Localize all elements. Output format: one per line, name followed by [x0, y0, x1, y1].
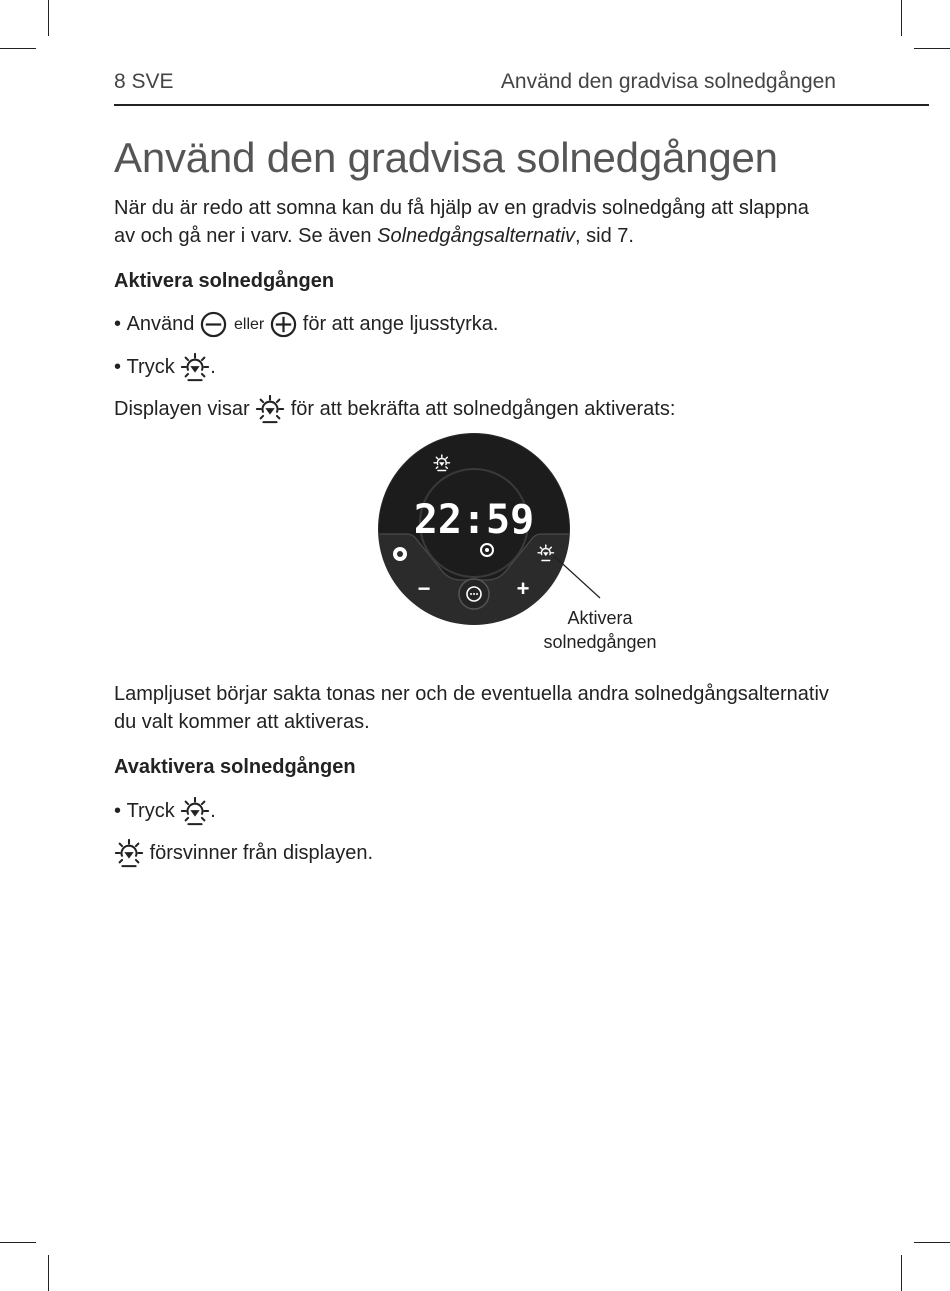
step-text: Tryck	[126, 799, 175, 822]
bell-icon	[393, 547, 407, 561]
crop-mark	[901, 1255, 902, 1291]
callout-line-1: Aktivera	[567, 608, 633, 628]
crop-mark	[914, 48, 950, 49]
center-dial-icon	[459, 579, 489, 609]
header-divider	[114, 104, 929, 106]
intro-text-end: , sid 7.	[575, 225, 634, 247]
callout-label	[530, 606, 670, 654]
minus-button-label: −	[417, 576, 431, 601]
bullet: •	[114, 355, 122, 378]
step-text: .	[210, 355, 216, 378]
bullet: •	[114, 313, 122, 335]
crop-mark	[0, 48, 36, 49]
activate-step-2	[114, 352, 216, 382]
after-paragraph: Lampljuset börjar sakta tonas ner och de eventuella andra solnedgångsalternativ du valt kommer att aktiveras.	[114, 683, 829, 733]
crop-mark	[901, 0, 902, 36]
crop-mark	[914, 1242, 950, 1243]
intro-text: När du är redo att somna kan du få hjälp av en gradvis solnedgång att slappna av och gå ner i varv. Se även	[114, 197, 809, 247]
deactivate-result	[114, 838, 373, 868]
sunset-icon	[255, 394, 285, 424]
step-text: för att ange ljusstyrka.	[302, 313, 499, 335]
sunset-icon	[114, 838, 144, 868]
minus-circle-icon	[200, 311, 227, 338]
crop-mark	[48, 0, 49, 36]
callout-line-2: solnedgången	[543, 632, 657, 652]
plus-button-label: +	[516, 576, 530, 601]
note-text: för att bekräfta att solnedgången aktiverats:	[290, 397, 676, 420]
deactivate-heading: Avaktivera solnedgången	[114, 756, 356, 778]
running-header: Använd den gradvisa solnedgången	[500, 70, 836, 93]
connector-text: eller	[233, 315, 265, 333]
step-text: Använd	[126, 313, 195, 335]
activate-heading: Aktivera solnedgången	[114, 270, 335, 292]
intro-paragraph	[114, 194, 834, 250]
note-text: Displayen visar	[114, 397, 250, 420]
sunset-icon	[180, 352, 210, 382]
page-label: 8 SVE	[114, 70, 174, 93]
result-text: försvinner från displayen.	[149, 841, 374, 864]
activate-step-1	[114, 311, 498, 338]
deactivate-step-1	[114, 796, 216, 826]
step-text: .	[210, 799, 216, 822]
display-note	[114, 394, 675, 424]
clock-time: 22:59	[413, 497, 535, 543]
bullet: •	[114, 799, 122, 822]
plus-circle-icon	[270, 311, 297, 338]
callout-leader	[540, 540, 620, 610]
crop-mark	[48, 1255, 49, 1291]
intro-reference: Solnedgångsalternativ	[377, 225, 576, 247]
sunset-icon	[180, 796, 210, 826]
crop-mark	[0, 1242, 36, 1243]
step-text: Tryck	[126, 355, 175, 378]
page-title: Använd den gradvisa solnedgången	[114, 134, 778, 181]
